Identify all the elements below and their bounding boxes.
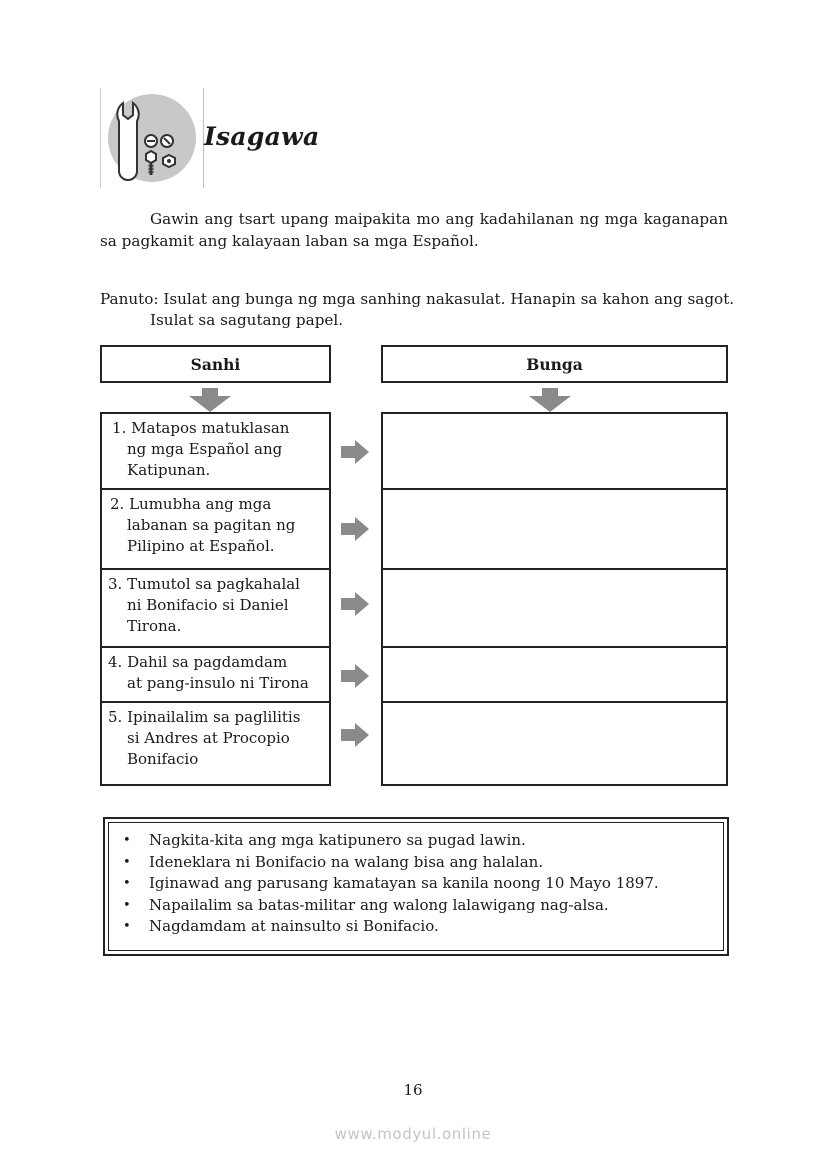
answer-choice (119, 830, 723, 852)
cause-4-line-1: 4. Dahil sa pagdamdam (108, 653, 288, 671)
answer-choice (119, 916, 723, 938)
answer-choices-list (119, 830, 723, 938)
bullet-icon: • (123, 854, 131, 870)
down-arrow-icon (529, 388, 571, 412)
cause-3-line-1: 3. Tumutol sa pagkahalal (108, 575, 300, 593)
effect-column-header (381, 345, 728, 383)
answer-choice (119, 895, 723, 917)
right-arrow-icon (341, 517, 369, 541)
right-arrow-icon (341, 440, 369, 464)
answer-choice (119, 852, 723, 874)
bullet-icon: • (123, 897, 131, 913)
effect-answer-box-3[interactable] (381, 568, 728, 647)
cause-2-line-2: labanan sa pagitan ng (127, 516, 296, 534)
cause-box-5 (100, 701, 331, 786)
cause-5-line-3: Bonifacio (127, 750, 199, 768)
answer-choice (119, 873, 723, 895)
effect-answer-box-1[interactable] (381, 412, 728, 489)
cause-box-2 (100, 488, 331, 569)
cause-2-line-1: 2. Lumubha ang mga (110, 495, 272, 513)
right-arrow-icon (341, 664, 369, 688)
header-icon-frame (100, 88, 204, 188)
right-arrow-icon (341, 723, 369, 747)
answer-choice-text: Nagdamdam at nainsulto si Bonifacio. (149, 917, 439, 936)
down-arrow-icon (189, 388, 231, 412)
tools-icon (105, 91, 199, 185)
cause-box-3 (100, 568, 331, 647)
answer-choices-inner (108, 822, 724, 951)
effect-answer-box-4[interactable] (381, 646, 728, 702)
instructions-line-2: Isulat sa sagutang papel. (150, 311, 344, 329)
intro-paragraph: Gawin ang tsart upang maipakita mo ang kadahilanan ng mga kaganapan sa pagkamit ang kalayaan laban sa mga Español. (100, 210, 728, 250)
cause-3-line-3: Tirona. (127, 617, 182, 635)
bullet-icon: • (123, 919, 131, 935)
cause-column-header (100, 345, 331, 383)
watermark: www.modyul.online (334, 1125, 492, 1143)
cause-header-label: Sanhi (190, 354, 241, 374)
cause-4-line-2: at pang-insulo ni Tirona (127, 674, 309, 692)
section-title: Isagawa (204, 122, 320, 151)
effect-answer-box-5[interactable] (381, 701, 728, 786)
cause-2-line-3: Pilipino at Español. (127, 537, 275, 555)
page-number: 16 (403, 1081, 423, 1099)
cause-5-line-2: si Andres at Procopio (127, 729, 290, 747)
bullet-icon: • (123, 876, 131, 892)
bullet-icon: • (123, 833, 131, 848)
answer-choices-box (103, 817, 729, 956)
effect-answer-box-2[interactable] (381, 488, 728, 569)
answer-choice-text: Nagkita-kita ang mga katipunero sa pugad lawin. (149, 831, 526, 849)
cause-box-4 (100, 646, 331, 702)
cause-1-line-3: Katipunan. (127, 461, 211, 479)
effect-header-label: Bunga (526, 354, 583, 374)
cause-box-1 (100, 412, 331, 489)
cause-1-line-2: ng mga Español ang (127, 440, 283, 458)
answer-choice-text: Napailalim sa batas-militar ang walong lalawigang nag-alsa. (149, 895, 609, 914)
cause-3-line-2: ni Bonifacio si Daniel (127, 596, 289, 614)
answer-choice-text: Iginawad ang parusang kamatayan sa kanila noong 10 Mayo 1897. (149, 874, 659, 893)
answer-choice-text: Ideneklara ni Bonifacio na walang bisa ang halalan. (149, 852, 544, 871)
right-arrow-icon (341, 592, 369, 616)
instructions-line-1: Panuto: Isulat ang bunga ng mga sanhing nakasulat. Hanapin sa kahon ang sagot. (100, 290, 735, 308)
cause-5-line-1: 5. Ipinailalim sa paglilitis (108, 708, 301, 726)
cause-1-line-1: 1. Matapos matuklasan (112, 419, 290, 437)
